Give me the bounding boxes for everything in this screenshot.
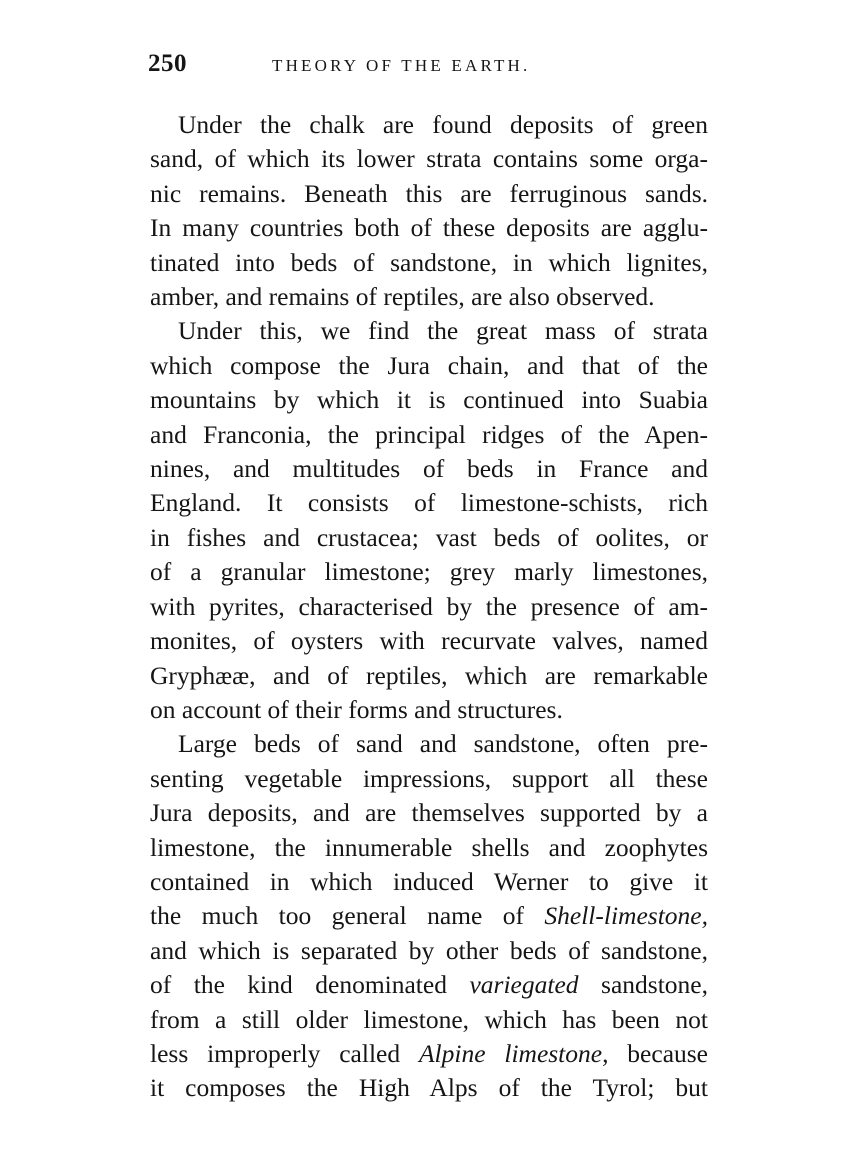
text-line: which compose the Jura chain, and that of the: [150, 350, 708, 380]
text-line: and Franconia, the principal ridges of the Apen-: [150, 419, 708, 449]
text-line: mountains by which it is continued into Suabia: [150, 385, 708, 415]
text-line: of a granular limestone; grey marly limestones,: [150, 557, 708, 587]
paragraph-1: [150, 108, 708, 314]
text-line-with-italic: [150, 968, 708, 1002]
text-segment: the much too general name of: [150, 901, 545, 931]
paragraph-2: [150, 314, 708, 727]
running-title: THEORY OF THE EARTH.: [272, 56, 531, 75]
text-segment: less improperly called: [150, 1038, 419, 1068]
body-text: [150, 108, 708, 1106]
text-line: Jura deposits, and are themselves supported by a: [150, 798, 708, 828]
text-line: In many countries both of these deposits are agglu-: [150, 213, 708, 243]
text-line: England. It consists of limestone-schists, rich: [150, 488, 708, 518]
text-line: from a still older limestone, which has been not: [150, 1004, 708, 1034]
text-line: nines, and multitudes of beds in France and: [150, 454, 708, 484]
text-line: with pyrites, characterised by the presence of am-: [150, 591, 708, 621]
page-header: [148, 50, 708, 80]
text-line: Under the chalk are found deposits of green: [178, 110, 708, 139]
text-line-with-italic: [150, 899, 708, 933]
text-line: Large beds of sand and sandstone, often pre-: [178, 729, 708, 759]
italic-term: Shell-limestone,: [544, 901, 708, 931]
text-line: Under this, we find the great mass of strata: [178, 316, 708, 346]
italic-term: variegated: [469, 970, 579, 1000]
text-segment: sandstone,: [578, 970, 708, 1000]
text-line: nic remains. Beneath this are ferruginous sands.: [150, 178, 708, 208]
text-line: monites, of oysters with recurvate valves, named: [150, 626, 708, 656]
text-line: senting vegetable impressions, support all these: [150, 763, 708, 793]
text-line: in fishes and crustacea; vast beds of oolites, or: [150, 522, 708, 552]
text-segment: because: [608, 1038, 709, 1068]
text-line: sand, of which its lower strata contains some orga-: [150, 144, 708, 174]
text-line: contained in which induced Werner to give it: [150, 866, 708, 896]
text-line: Gryphææ, and of reptiles, which are remarkable: [150, 660, 708, 690]
text-line: limestone, the innumerable shells and zoophytes: [150, 832, 708, 862]
page-number: 250: [148, 50, 187, 77]
text-line: and which is separated by other beds of sandstone,: [150, 935, 708, 965]
text-line: tinated into beds of sandstone, in which lignites,: [150, 247, 708, 277]
italic-term: Alpine limestone,: [418, 1038, 609, 1068]
text-line-with-italic: [150, 1037, 708, 1071]
text-line: on account of their forms and structures.: [150, 694, 563, 724]
text-segment: of the kind denominated: [150, 970, 470, 1000]
text-line: it composes the High Alps of the Tyrol; but: [150, 1073, 708, 1103]
text-line: amber, and remains of reptiles, are also observed.: [150, 282, 655, 312]
paragraph-3: [150, 727, 708, 1105]
